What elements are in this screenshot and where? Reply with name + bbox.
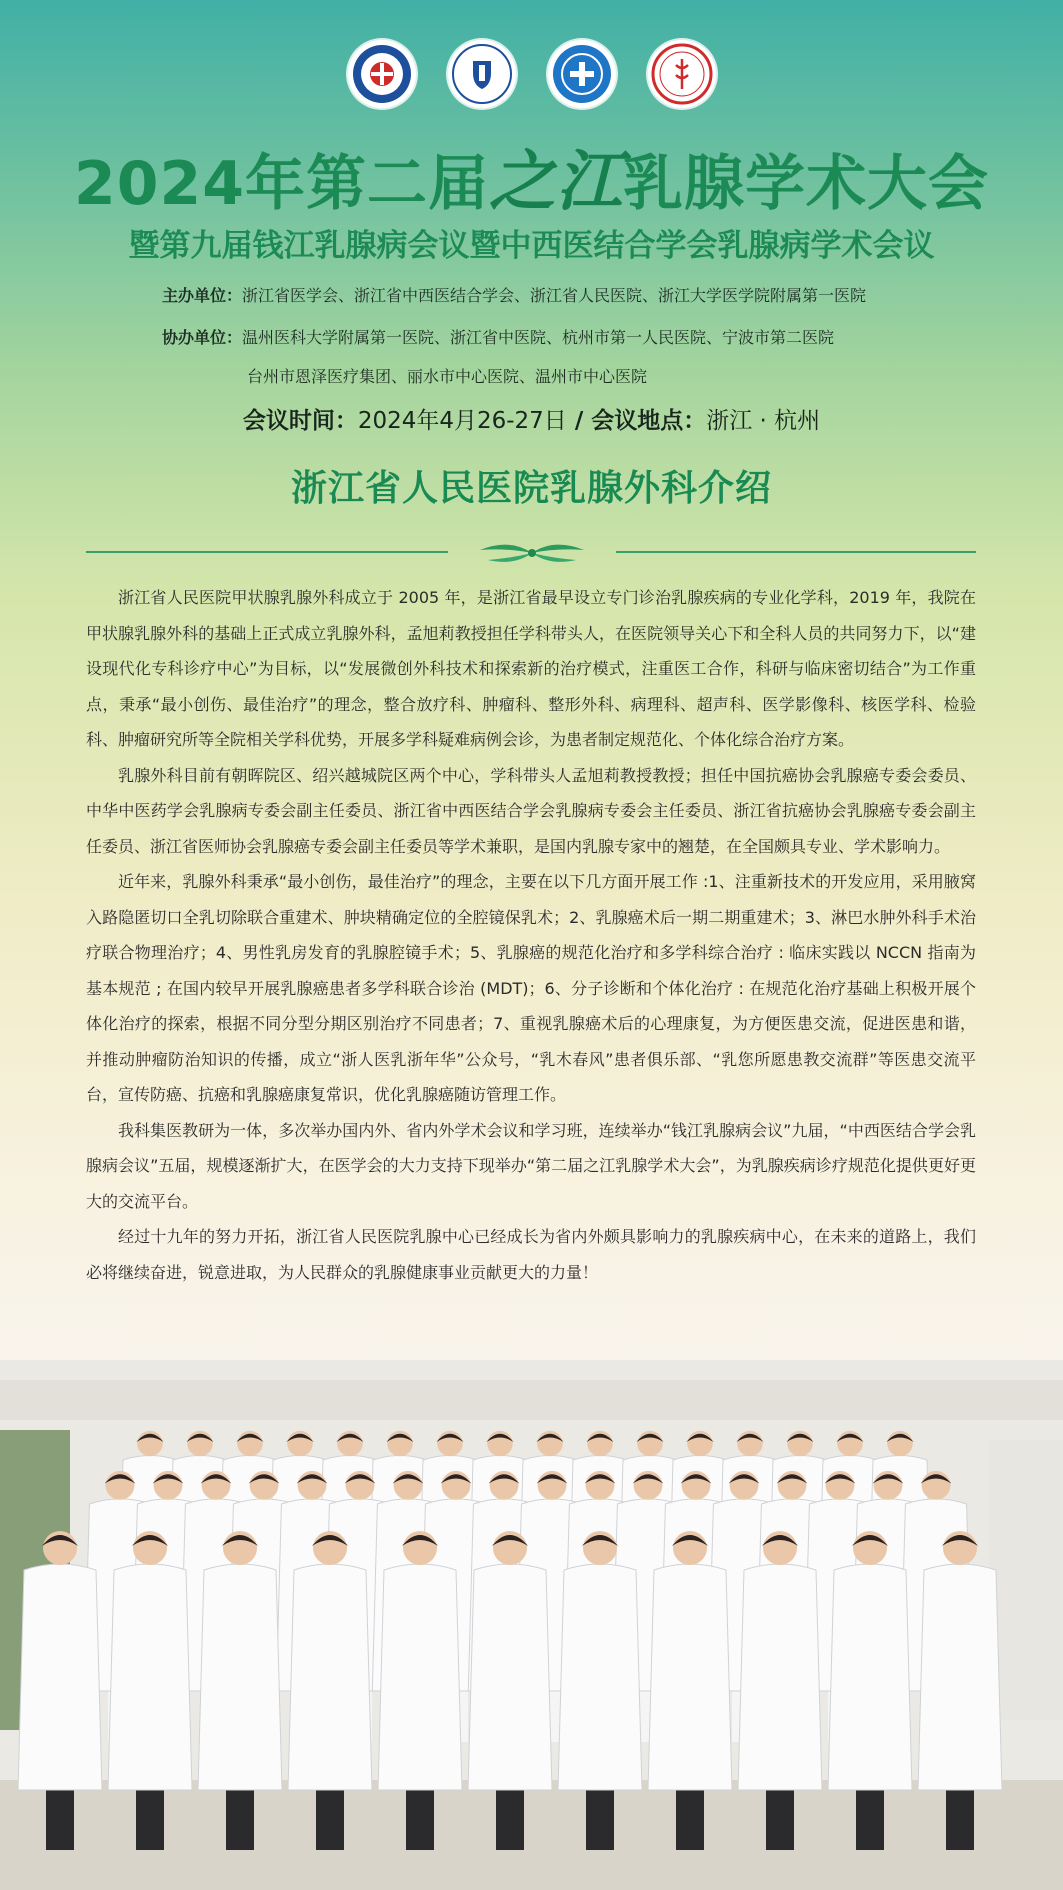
title-calligraphy: 之江 [489,142,623,220]
meeting-place-label: 会议地点： [591,408,707,434]
group-photo [0,1360,1063,1890]
host-text: 浙江省医学会、浙江省中西医结合学会、浙江省人民医院、浙江大学医学院附属第一医院 [242,286,867,305]
meeting-info [0,402,1063,435]
paragraph-5: 经过十九年的努力开拓，浙江省人民医院乳腺中心已经成长为省内外颇具影响力的乳腺疾病中心，在未来的道路上，我们必将继续奋进，锐意进取，为人民群众的乳腺健康事业贡献更大的力量！ [86,1227,976,1282]
meeting-place-value: 浙江 · 杭州 [706,408,821,434]
co-host-text-1: 温州医科大学附属第一医院、浙江省中医院、杭州市第一人民医院、宁波市第二医院 [242,328,835,347]
title-suffix: 乳腺学术大会 [623,149,989,219]
co-host-text-2: 台州市恩泽医疗集团、丽水市中心医院、温州市中心医院 [247,367,648,386]
zain-logo [648,40,716,108]
paragraph-4: 我科集医教研为一体，多次举办国内外、省内外学术会议和学习班，连续举办“钱江乳腺病会议”九届，“中西医结合学会乳腺病会议”五届，规模逐渐扩大，在医学会的大力支持下现举办“第二届之江乳腺学术大会”，为乳腺疾病诊疗规范化提供更好更大的交流平台。 [86,1120,976,1211]
zhejiang-provincial-peoples-hospital-logo [448,40,516,108]
logo-row [0,40,1063,108]
zhejiang-university-hospital-logo [548,40,616,108]
meeting-time-value: 2024年4月26-27日 [357,408,567,434]
introduction-text [86,580,976,1290]
zhejiang-medical-association-logo [348,40,416,108]
leaf-ornament-icon [470,536,594,570]
title-prefix: 2024年第二届 [74,149,489,219]
co-host-label: 协办单位： [162,328,243,347]
divider-right [616,551,976,553]
paragraph-3: 近年来，乳腺外科秉承“最小创伤，最佳治疗”的理念，主要在以下几方面开展工作 :1、注重新技术的开发应用，采用腋窝入路隐匿切口全乳切除联合重建术、肿块精确定位的全腔镜保乳术；2、乳腺癌术后一期二期重建术；3、淋巴水肿外科手术治疗联合物理治疗；4、男性乳房发育的乳腺腔镜手术；5、乳腺癌的规范化治疗和多学科综合治疗 : 临床实践以 NCCN 指南为基本规范 ; 在国内较早开展乳腺癌患者多学科联合诊治 (MDT)；6、分子诊断和个体化治疗 : 在规范化治疗基础上积极开展个体化治疗的探索，根据不同分型分期区别治疗不同患者；7、重视乳腺癌术后的心理康复，为方便医患交流，促进医患和谐，并推动肿瘤防治知识的传播，成立“浙人医乳浙年华”公众号，“乳木春风”患者俱乐部、“乳您所愿患教交流群”等医患交流平台，宣传防癌、抗癌和乳腺癌康复常识，优化乳腺癌随访管理工作。 [86,872,976,1104]
co-host-row [162,320,834,356]
section-title: 浙江省人民医院乳腺外科介绍 [290,468,772,509]
conference-subtitle: 暨第九届钱江乳腺病会议暨中西医结合学会乳腺病学术会议 [128,228,935,264]
host-label: 主办单位： [162,286,243,305]
paragraph-1: 浙江省人民医院甲状腺乳腺外科成立于 2005 年，是浙江省最早设立专门诊治乳腺疾病的专业化学科，2019 年，我院在甲状腺乳腺外科的基础上正式成立乳腺外科，孟旭莉教授担任学科带头人，在医院领导关心下和全科人员的共同努力下，以“建设现代化专科诊疗中心”为目标，以“发展微创外科技术和探索新的治疗模式，注重医工合作，科研与临床密切结合”为工作重点，秉承“最小创伤、最佳治疗”的理念，整合放疗科、肿瘤科、整形外科、病理科、超声科、医学影像科、核医学科、检验科、肿瘤研究所等全院相关学科优势，开展多学科疑难病例会诊，为患者制定规范化、个体化综合治疗方案。 [86,588,976,749]
meeting-separator: / [566,408,592,434]
paragraph-2: 乳腺外科目前有朝晖院区、绍兴越城院区两个中心，学科带头人孟旭莉教授教授；担任中国抗癌协会乳腺癌专委会委员、中华中医药学会乳腺病专委会副主任委员、浙江省中西医结合学会乳腺病专委会主任委员、浙江省抗癌协会乳腺癌专委会副主任委员、浙江省医师协会乳腺癌专委会副主任委员等学术兼职，是国内乳腺专家中的翘楚，在全国颇具专业、学术影响力。 [86,765,976,856]
conference-title [0,128,1063,223]
divider-left [86,551,448,553]
meeting-time-label: 会议时间： [242,408,358,434]
host-row [162,278,866,314]
group-photo-illustration [0,1360,1063,1890]
